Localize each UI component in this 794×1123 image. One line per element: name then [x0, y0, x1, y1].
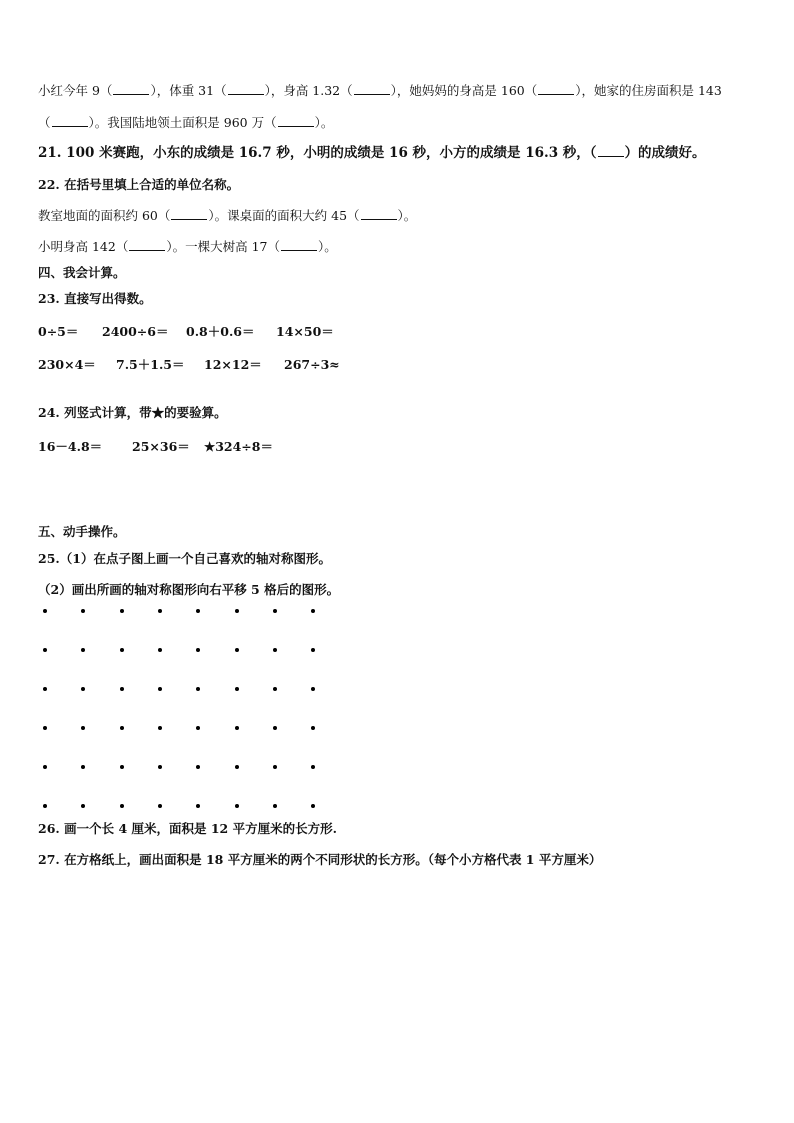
grid-dot[interactable]	[196, 687, 200, 691]
grid-dot[interactable]	[311, 726, 315, 730]
grid-dot[interactable]	[120, 609, 124, 613]
answer-blank[interactable]	[228, 83, 264, 95]
answer-blank[interactable]	[278, 115, 314, 127]
q20-line2: （ ）。我国陆地领土面积是 960 万（ ）。	[38, 115, 334, 130]
grid-dot[interactable]	[273, 804, 277, 808]
grid-dot[interactable]	[158, 765, 162, 769]
grid-dot[interactable]	[120, 687, 124, 691]
grid-dot[interactable]	[273, 765, 277, 769]
q27-text: 27. 在方格纸上，画出面积是 18 平方厘米的两个不同形状的长方形。（每个小方格代表 1 平方厘米）	[38, 852, 602, 867]
q24-row	[38, 437, 273, 455]
answer-blank[interactable]	[113, 83, 149, 95]
grid-dot[interactable]	[158, 804, 162, 808]
answer-blank[interactable]	[361, 208, 397, 220]
grid-dot[interactable]	[273, 609, 277, 613]
answer-blank[interactable]	[171, 208, 207, 220]
calc-item: 0.8＋0.6＝	[186, 324, 255, 339]
q21-text: 21. 100 米赛跑，小东的成绩是 16.7 秒，小明的成绩是 16 秒，小方的成绩是 16.3 秒，（ ）的成绩好。	[38, 145, 706, 161]
grid-dot[interactable]	[43, 687, 47, 691]
calc-item: 25×36＝	[132, 439, 190, 454]
grid-dot[interactable]	[196, 648, 200, 652]
calc-item: 2400÷6＝	[102, 324, 169, 339]
grid-dot[interactable]	[311, 765, 315, 769]
grid-dot[interactable]	[196, 765, 200, 769]
grid-dot[interactable]	[81, 765, 85, 769]
grid-dot[interactable]	[273, 726, 277, 730]
grid-dot[interactable]	[120, 765, 124, 769]
q23-title: 23. 直接写出得数。	[38, 291, 152, 306]
grid-dot[interactable]	[235, 609, 239, 613]
q24-title: 24. 列竖式计算，带★的要验算。	[38, 405, 227, 420]
q25-part1: 25.（1）在点子图上画一个自己喜欢的轴对称图形。	[38, 551, 331, 566]
grid-dot[interactable]	[158, 648, 162, 652]
grid-dot[interactable]	[158, 687, 162, 691]
grid-dot[interactable]	[273, 648, 277, 652]
grid-dot[interactable]	[273, 687, 277, 691]
grid-dot[interactable]	[158, 726, 162, 730]
q20-line1: 小红今年 9（ ），体重 31（ ），身高 1.32（ ），她妈妈的身高是 160（ ），她家的住房面积是 143	[38, 83, 722, 98]
q23-row2	[38, 355, 340, 373]
answer-blank[interactable]	[52, 115, 88, 127]
grid-dot[interactable]	[43, 765, 47, 769]
calc-item: ★324÷8＝	[204, 439, 273, 454]
grid-dot[interactable]	[120, 726, 124, 730]
grid-dot[interactable]	[120, 648, 124, 652]
q26-text: 26. 画一个长 4 厘米，面积是 12 平方厘米的长方形.	[38, 821, 337, 836]
grid-dot[interactable]	[196, 726, 200, 730]
grid-dot[interactable]	[120, 804, 124, 808]
answer-blank[interactable]	[129, 239, 165, 251]
section-5-heading: 五、动手操作。	[38, 524, 126, 539]
grid-dot[interactable]	[196, 804, 200, 808]
grid-dot[interactable]	[311, 687, 315, 691]
q25-part2: （2）画出所画的轴对称图形向右平移 5 格后的图形。	[38, 582, 340, 597]
grid-dot[interactable]	[235, 687, 239, 691]
calc-item: 7.5＋1.5＝	[116, 357, 185, 372]
section-4-heading: 四、我会计算。	[38, 265, 126, 280]
answer-blank[interactable]	[538, 83, 574, 95]
q23-row1	[38, 322, 334, 340]
grid-dot[interactable]	[43, 648, 47, 652]
grid-dot[interactable]	[81, 648, 85, 652]
grid-dot[interactable]	[81, 726, 85, 730]
q22-line2: 小明身高 142（ ）。一棵大树高 17（ ）。	[38, 239, 337, 254]
calc-item: 0÷5＝	[38, 324, 79, 339]
grid-dot[interactable]	[235, 765, 239, 769]
dot-grid[interactable]	[30, 600, 330, 815]
answer-blank[interactable]	[281, 239, 317, 251]
calc-item: 16－4.8＝	[38, 439, 103, 454]
grid-dot[interactable]	[196, 609, 200, 613]
calc-item: 14×50＝	[276, 324, 334, 339]
grid-dot[interactable]	[311, 648, 315, 652]
grid-dot[interactable]	[235, 804, 239, 808]
calc-item: 12×12＝	[204, 357, 262, 372]
q22-title: 22. 在括号里填上合适的单位名称。	[38, 177, 240, 192]
grid-dot[interactable]	[43, 726, 47, 730]
grid-dot[interactable]	[235, 648, 239, 652]
q22-line1: 教室地面的面积约 60（ ）。课桌面的面积大约 45（ ）。	[38, 208, 417, 223]
answer-blank[interactable]	[354, 83, 390, 95]
grid-dot[interactable]	[235, 726, 239, 730]
grid-dot[interactable]	[43, 804, 47, 808]
grid-dot[interactable]	[43, 609, 47, 613]
grid-dot[interactable]	[158, 609, 162, 613]
answer-blank[interactable]	[598, 145, 624, 157]
grid-dot[interactable]	[311, 804, 315, 808]
grid-dot[interactable]	[81, 609, 85, 613]
calc-item: 267÷3≈	[284, 357, 340, 372]
grid-dot[interactable]	[81, 687, 85, 691]
grid-dot[interactable]	[311, 609, 315, 613]
grid-dot[interactable]	[81, 804, 85, 808]
calc-item: 230×4＝	[38, 357, 96, 372]
